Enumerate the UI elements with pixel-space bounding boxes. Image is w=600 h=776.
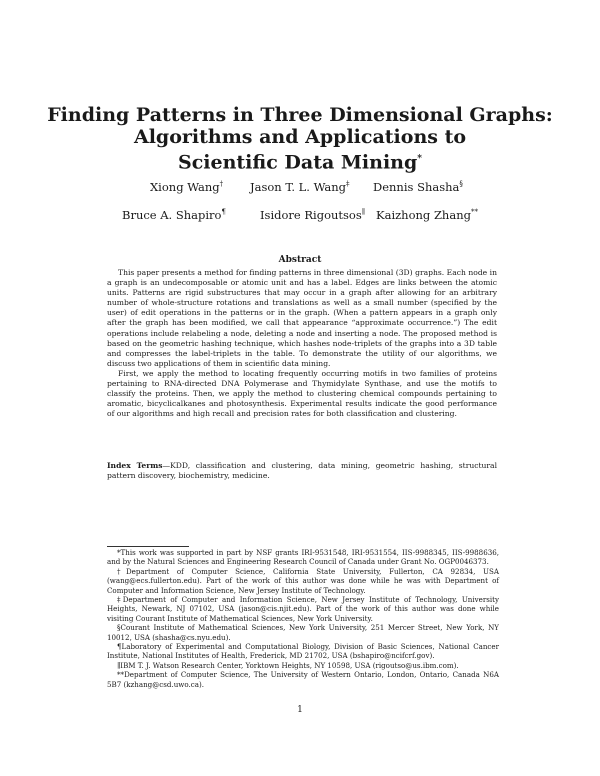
footnote-funding: *This work was supported in part by NSF grants IRI-9531548, IRI-9531554, IIS-9988345, IIS-9988636, and by the Natural Sciences and Engineering Research Council of Canada under Grant No. OGP0046373. bbox=[107, 548, 499, 567]
paper-title-line-2: Algorithms and Applications to bbox=[133, 126, 467, 148]
footnote-jason-wang: ‡Department of Computer and Information Science, New Jersey Institute of Technology, University Heights, Newark, NJ 07102, USA (jason@cis.njit.edu). Part of the work of this author was done while visiting Courant Institute of Mathematical Sciences, New York University. bbox=[107, 595, 499, 623]
paper-title-line-3 bbox=[0, 148, 600, 173]
author-bruce-shapiro: Bruce A. Shapiro¶ bbox=[122, 208, 226, 222]
abstract-heading: Abstract bbox=[278, 255, 322, 265]
author-dennis-shasha: Dennis Shasha§ bbox=[373, 180, 463, 194]
footnotes bbox=[107, 548, 499, 689]
index-terms-label: Index Terms bbox=[107, 461, 163, 470]
paper-title-line-1: Finding Patterns in Three Dimensional Graphs: bbox=[47, 104, 553, 126]
author-jason-wang: Jason T. L. Wang‡ bbox=[250, 180, 350, 194]
footnote-bruce-shapiro: ¶Laboratory of Experimental and Computational Biology, Division of Basic Sciences, National Cancer Institute, National Institutes of Health, Frederick, MD 21702, USA (bshapiro@ncifcrf.gov). bbox=[107, 642, 499, 661]
page-number: 1 bbox=[297, 705, 303, 715]
abstract-paragraph-2: First, we apply the method to locating frequently occurring motifs in two families of proteins pertaining to RNA-directed DNA Polymerase and Thymidylate Synthase, and use the motifs to classify the proteins. Then, we apply the method to clustering chemical compounds pertaining to aromatic, bicyclicalkanes and photosynthesis. Experimental results indicate the good performance of our algorithms and high recall and precision rates for both classification and clustering. bbox=[107, 368, 497, 419]
footnote-dennis-shasha: §Courant Institute of Mathematical Sciences, New York University, 251 Mercer Street, New York, NY 10012, USA (shasha@cs.nyu.edu). bbox=[107, 623, 499, 642]
footnote-xiong-wang: †Department of Computer Science, California State University, Fullerton, CA 92834, USA (wang@ecs.fullerton.edu). Part of the work of this author was done while he was with Department of Computer and Information Science, New Jersey Institute of Technology. bbox=[107, 566, 499, 595]
abstract-paragraph-1: This paper presents a method for finding patterns in three dimensional (3D) graphs. Each node in a graph is an undecomposable or atomic unit and has a label. Edges are links between the atomic units. Patterns are rigid substructures that may occur in a graph after allowing for an arbitrary number of whole-structure rotations and translations as well as a small number (specified by the user) of edit operations in the patterns or in the graph. (When a pattern appears in a graph only after the graph has been modified, we call that appearance “approximate occurrence.”) The edit operations include relabeling a node, deleting a node and inserting a node. The proposed method is based on the geometric hashing technique, which hashes node-triplets of the graphs into a 3D table and compresses the label-triplets in the table. To demonstrate the utility of our algorithms, we discuss two applications of them in scientific data mining. bbox=[107, 268, 497, 368]
index-terms-text: —KDD, classification and clustering, data mining, geometric hashing, structural pattern discovery, biochemistry, medicine. bbox=[107, 461, 497, 481]
footnote-isidore-rigoutsos: ∥IBM T. J. Watson Research Center, Yorktown Heights, NY 10598, USA (rigoutso@us.ibm.com). bbox=[117, 660, 459, 670]
footnote-kaizhong-zhang: **Department of Computer Science, The University of Western Ontario, London, Ontario, Canada N6A 5B7 (kzhang@csd.uwo.ca). bbox=[107, 670, 499, 689]
index-terms bbox=[107, 461, 497, 481]
author-isidore-rigoutsos: Isidore Rigoutsos∥ bbox=[260, 208, 365, 222]
abstract-body bbox=[107, 268, 497, 419]
author-kaizhong-zhang: Kaizhong Zhang** bbox=[376, 208, 478, 222]
footnote-rule bbox=[107, 546, 189, 547]
paper-title-line-3-text: Scientific Data Mining bbox=[178, 151, 418, 174]
title-footnote-mark: * bbox=[417, 154, 422, 164]
author-xiong-wang: Xiong Wang† bbox=[150, 180, 224, 194]
